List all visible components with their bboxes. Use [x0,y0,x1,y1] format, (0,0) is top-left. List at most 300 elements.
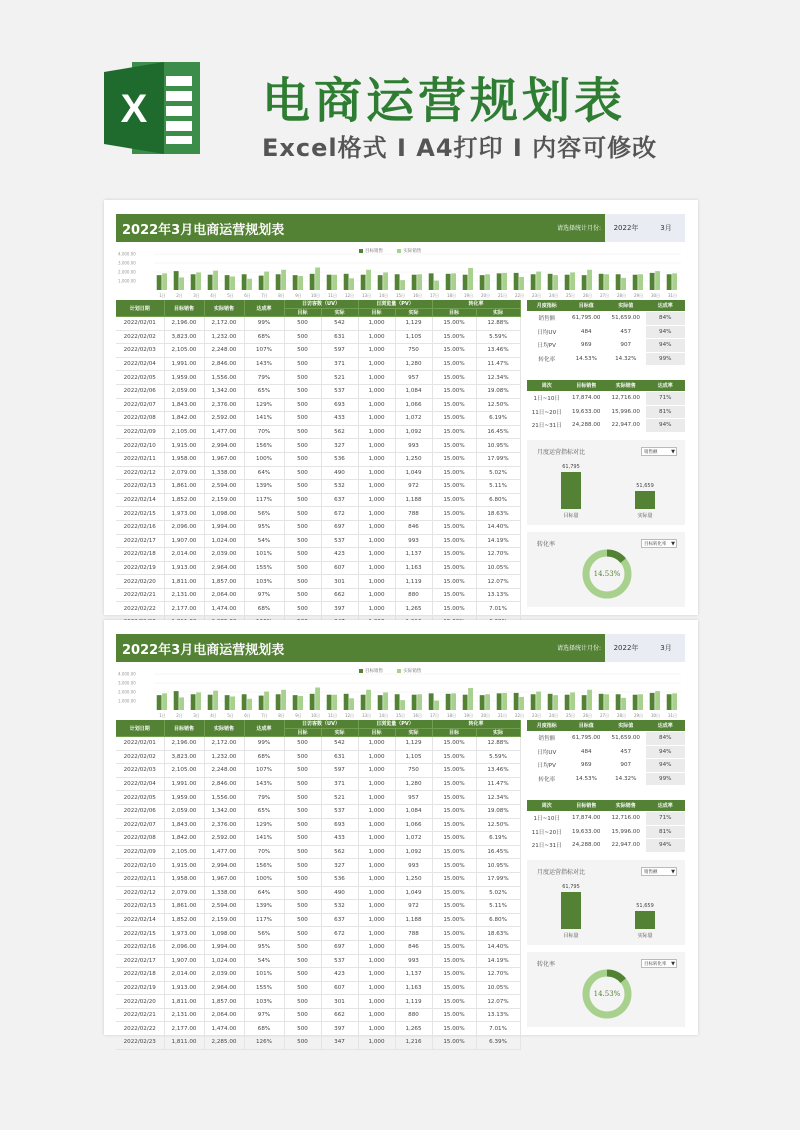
table-cell: 2,196.00 [164,737,204,751]
summary-cell: 21日~31日 [527,839,567,853]
table-cell: 2,846.00 [204,777,244,791]
bar-actual [162,693,167,710]
x-tick-label: 1日 [159,713,166,718]
compare-bar-actual [635,491,655,509]
table-row [116,791,520,805]
table-cell: 1,973.00 [164,927,204,941]
table-cell: 7.01% [476,1022,520,1036]
header-conv-target: 目标 [432,728,476,737]
table-cell: 68% [244,330,284,344]
conversion-dropdown[interactable]: 目标转化率 ▼ [641,539,677,548]
table-cell: 2022/02/15 [116,507,164,521]
bar-actual [468,688,473,710]
table-cell: 500 [284,466,321,480]
table-cell: 500 [284,412,321,426]
table-cell: 1,556.00 [204,371,244,385]
table-cell: 2022/02/05 [116,371,164,385]
table-cell: 2,131.00 [164,1008,204,1022]
bar-target [497,693,502,710]
table-cell: 13.13% [476,588,520,602]
header-uv-target: 目标 [284,728,321,737]
table-cell: 1,000 [358,330,395,344]
compare-chart [527,860,685,945]
table-cell: 993 [395,859,432,873]
table-cell: 1,000 [358,940,395,954]
table-cell: 1,000 [358,344,395,358]
x-tick-label: 15日 [395,713,406,718]
bar-target [344,694,349,710]
table-cell: 2022/02/09 [116,425,164,439]
daily-sales-chart [116,250,685,300]
table-cell: 1,265 [395,602,432,616]
bar-target [378,695,383,710]
table-cell: 500 [284,425,321,439]
table-cell: 15.00% [432,913,476,927]
table-cell: 143% [244,777,284,791]
table-cell: 70% [244,845,284,859]
table-row [116,466,520,480]
table-cell: 637 [321,913,358,927]
bar-actual [570,272,575,290]
table-cell: 562 [321,425,358,439]
x-tick-label: 24日 [548,293,559,298]
table-cell: 1,000 [358,995,395,1009]
table-cell: 2022/02/22 [116,1022,164,1036]
table-cell: 18.63% [476,927,520,941]
table-cell: 1,024.00 [204,534,244,548]
table-cell: 2022/02/20 [116,575,164,589]
table-cell: 15.00% [432,480,476,494]
table-cell: 15.00% [432,317,476,331]
month-select[interactable]: 3月 [647,214,685,242]
x-tick-label: 25日 [565,293,576,298]
table-cell: 500 [284,940,321,954]
table-cell: 500 [284,357,321,371]
table-cell: 1,000 [358,466,395,480]
year-select[interactable]: 2022年 [605,214,647,242]
conversion-dropdown[interactable]: 目标转化率 ▼ [641,959,677,968]
table-cell: 500 [284,859,321,873]
bar-actual [451,693,456,710]
table-cell: 500 [284,750,321,764]
x-tick-label: 21日 [497,293,508,298]
donut-segment [607,553,623,561]
table-cell: 12.70% [476,968,520,982]
table-cell: 1,072 [395,412,432,426]
table-cell: 537 [321,534,358,548]
table-cell: 2022/02/02 [116,330,164,344]
x-tick-label: 12日 [344,293,355,298]
table-cell: 2022/02/18 [116,968,164,982]
summary-header: 周次 [527,800,567,812]
summary-cell: 日均UV [527,745,567,759]
summary-cell: 99% [646,772,686,786]
table-row [116,548,520,562]
table-cell: 1,163 [395,981,432,995]
table-cell: 1,994.00 [204,520,244,534]
chevron-down-icon: ▼ [671,869,675,875]
table-cell: 500 [284,344,321,358]
legend-actual: 实际销售 [403,669,422,674]
table-cell: 1,000 [358,507,395,521]
summary-header: 月度指标 [527,720,567,732]
table-cell: 1,129 [395,737,432,751]
bar-target [514,693,519,710]
table-cell: 542 [321,317,358,331]
table-cell: 10.95% [476,859,520,873]
x-tick-label: 7日 [261,713,268,718]
bar-target [633,275,638,290]
table-cell: 15.00% [432,602,476,616]
x-tick-label: 16日 [412,293,423,298]
table-cell: 1,842.00 [164,412,204,426]
table-row [116,317,520,331]
table-cell: 1,000 [358,804,395,818]
table-cell: 15.00% [432,1022,476,1036]
bar-actual [349,278,354,290]
table-row [116,1036,520,1050]
period-summary-table [527,800,685,853]
table-cell: 1,000 [358,520,395,534]
table-cell: 500 [284,1022,321,1036]
table-cell: 2,131.00 [164,588,204,602]
bar-target [361,275,366,290]
table-cell: 1,959.00 [164,791,204,805]
table-cell: 1,811.00 [164,995,204,1009]
table-cell: 15.00% [432,954,476,968]
bar-actual [400,280,405,290]
table-cell: 1,843.00 [164,818,204,832]
x-tick-label: 14日 [378,713,389,718]
table-cell: 100% [244,452,284,466]
x-tick-label: 15日 [395,293,406,298]
table-row [116,575,520,589]
table-row [116,534,520,548]
bar-actual [196,692,201,710]
y-tick-label: 2,000.00 [118,689,136,695]
table-cell: 19.08% [476,384,520,398]
table-cell: 1,049 [395,466,432,480]
table-cell: 56% [244,927,284,941]
x-tick-label: 26日 [582,713,593,718]
bar-target [225,275,230,290]
table-cell: 100% [244,872,284,886]
table-cell: 2,594.00 [204,480,244,494]
table-cell: 2,105.00 [164,845,204,859]
summary-cell: 51,659.00 [606,312,646,326]
bar-target [548,274,553,290]
table-cell: 397 [321,1022,358,1036]
table-row [116,507,520,521]
bar-target [650,693,655,710]
table-row [116,750,520,764]
table-cell: 1,000 [358,493,395,507]
table-cell: 500 [284,900,321,914]
table-cell: 15.00% [432,791,476,805]
table-cell: 15.00% [432,493,476,507]
table-cell: 1,907.00 [164,534,204,548]
table-cell: 5.59% [476,330,520,344]
x-tick-label: 28日 [616,293,627,298]
table-cell: 500 [284,913,321,927]
table-cell: 12.50% [476,818,520,832]
table-cell: 1,232.00 [204,330,244,344]
bar-target [208,275,213,290]
table-cell: 2022/02/12 [116,886,164,900]
table-cell: 993 [395,534,432,548]
bar-actual [485,274,490,290]
summary-row [527,732,685,746]
month-select[interactable]: 3月 [647,634,685,662]
table-cell: 15.00% [432,548,476,562]
table-cell: 2022/02/07 [116,818,164,832]
compare-panel [527,440,685,525]
table-cell: 500 [284,1008,321,1022]
x-tick-label: 3日 [193,713,200,718]
bar-actual [655,691,660,710]
summary-header: 实际值 [606,720,646,732]
x-tick-label: 29日 [633,713,644,718]
bar-actual [604,694,609,710]
table-cell: 15.00% [432,940,476,954]
table-row [116,995,520,1009]
summary-row [527,772,685,786]
table-cell: 2,196.00 [164,317,204,331]
table-cell: 1,000 [358,602,395,616]
bar-actual [536,272,541,290]
summary-cell: 14.32% [606,352,646,366]
table-cell: 521 [321,791,358,805]
table-cell: 2,105.00 [164,425,204,439]
y-tick-label: 3,000.00 [118,260,136,266]
monthly-summary-table [527,720,685,786]
table-cell: 532 [321,480,358,494]
table-row [116,900,520,914]
table-cell: 2,014.00 [164,548,204,562]
bar-target [616,694,621,710]
table-cell: 693 [321,398,358,412]
daily-plan-table [116,720,521,1050]
table-cell: 15.00% [432,561,476,575]
table-cell: 15.00% [432,534,476,548]
header-date: 计划日期 [116,720,164,737]
x-tick-label: 23日 [531,713,542,718]
bar-target [514,273,519,290]
table-cell: 2022/02/20 [116,995,164,1009]
table-cell: 14.40% [476,520,520,534]
bar-actual [587,270,592,290]
table-cell: 1,958.00 [164,452,204,466]
table-cell: 1,137 [395,968,432,982]
table-cell: 103% [244,575,284,589]
table-cell: 662 [321,1008,358,1022]
table-cell: 1,338.00 [204,886,244,900]
x-tick-label: 11日 [327,293,338,298]
x-tick-label: 28日 [616,713,627,718]
bar-target [565,275,570,290]
year-select[interactable]: 2022年 [605,634,647,662]
table-cell: 15.00% [432,1036,476,1050]
bar-actual [502,273,507,290]
bar-target [395,694,400,710]
table-cell: 371 [321,777,358,791]
header-uv-actual: 实际 [321,728,358,737]
table-cell: 129% [244,818,284,832]
bar-target [429,273,434,290]
table-cell: 500 [284,330,321,344]
compare-dropdown[interactable]: 销售额 ▼ [641,447,677,456]
table-cell: 537 [321,954,358,968]
table-cell: 1,000 [358,384,395,398]
table-cell: 1,000 [358,439,395,453]
header-conv-actual: 实际 [476,728,520,737]
table-row [116,371,520,385]
table-cell: 500 [284,954,321,968]
table-cell: 607 [321,561,358,575]
table-cell: 536 [321,452,358,466]
table-cell: 2022/02/14 [116,913,164,927]
compare-target-label: 目标量 [563,933,579,939]
x-tick-label: 11日 [327,713,338,718]
x-tick-label: 19日 [463,713,474,718]
table-cell: 2,594.00 [204,900,244,914]
table-cell: 15.00% [432,737,476,751]
table-cell: 2022/02/13 [116,900,164,914]
table-cell: 2022/02/11 [116,452,164,466]
bar-target [191,694,196,710]
table-cell: 433 [321,412,358,426]
header-actual-sales: 实际销售 [204,300,244,317]
header-pv-target: 目标 [358,728,395,737]
table-cell: 532 [321,900,358,914]
compare-dropdown[interactable]: 销售额 ▼ [641,867,677,876]
bar-actual [230,697,235,711]
table-cell: 490 [321,886,358,900]
table-cell: 139% [244,900,284,914]
table-cell: 1,000 [358,872,395,886]
daily-sales-chart [116,670,685,720]
chevron-down-icon: ▼ [671,961,675,967]
table-cell: 2,096.00 [164,520,204,534]
header-pv-actual: 实际 [395,308,432,317]
table-cell: 15.00% [432,750,476,764]
summary-cell: 84% [646,732,686,746]
bar-target [531,694,536,710]
table-cell: 972 [395,480,432,494]
summary-cell: 907 [606,339,646,353]
summary-cell: 457 [606,745,646,759]
bar-target [157,695,162,710]
month-select-label: 请选择统计月份: [556,645,601,652]
table-cell: 597 [321,764,358,778]
header-uv-target: 目标 [284,308,321,317]
table-cell: 1,000 [358,371,395,385]
table-cell: 993 [395,954,432,968]
table-cell: 1,000 [358,412,395,426]
table-cell: 1,280 [395,777,432,791]
x-tick-label: 16日 [412,713,423,718]
table-cell: 15.00% [432,968,476,982]
table-cell: 1,137 [395,548,432,562]
table-row [116,452,520,466]
table-cell: 1,338.00 [204,466,244,480]
x-tick-label: 3日 [193,293,200,298]
bar-actual [672,693,677,710]
table-cell: 1,857.00 [204,995,244,1009]
bar-actual [587,690,592,710]
table-cell: 1,098.00 [204,927,244,941]
bar-target [259,696,264,710]
table-cell: 500 [284,588,321,602]
x-tick-label: 13日 [361,293,372,298]
monthly-summary-table [527,300,685,366]
table-cell: 15.00% [432,575,476,589]
x-tick-label: 9日 [295,293,302,298]
page-subtitle: Excel格式 I A4打印 I 内容可修改 [262,134,658,162]
table-cell: 1,280 [395,357,432,371]
summary-header: 目标销售 [567,380,607,392]
legend-target: 目标销售 [365,249,383,254]
table-cell: 1,250 [395,872,432,886]
bar-target [242,274,247,290]
summary-header: 周次 [527,380,567,392]
header-target-sales: 目标销售 [164,300,204,317]
x-tick-label: 27日 [599,293,610,298]
table-cell: 2,177.00 [164,602,204,616]
table-cell: 397 [321,602,358,616]
table-cell: 117% [244,493,284,507]
summary-header: 达成率 [646,720,686,732]
summary-cell: 51,659.00 [606,732,646,746]
table-cell: 500 [284,791,321,805]
table-cell: 15.00% [432,859,476,873]
summary-cell: 15,996.00 [606,825,646,839]
table-cell: 1,092 [395,845,432,859]
table-cell: 2022/02/19 [116,981,164,995]
table-cell: 15.00% [432,872,476,886]
conversion-title: 转化率 [537,541,556,548]
chevron-down-icon: ▼ [671,541,675,547]
summary-cell: 24,288.00 [567,839,607,853]
table-cell: 1,105 [395,330,432,344]
table-cell: 6.80% [476,913,520,927]
summary-cell: 17,874.00 [567,812,607,826]
x-tick-label: 4日 [210,293,217,298]
table-cell: 500 [284,520,321,534]
table-cell: 672 [321,927,358,941]
summary-cell: 19,633.00 [567,405,607,419]
table-cell: 500 [284,777,321,791]
x-tick-label: 25日 [565,713,576,718]
table-cell: 2,059.00 [164,804,204,818]
table-cell: 993 [395,439,432,453]
table-cell: 129% [244,398,284,412]
table-cell: 2022/02/23 [116,1036,164,1050]
table-cell: 12.88% [476,737,520,751]
summary-row [527,812,685,826]
table-row [116,764,520,778]
bar-target [191,274,196,290]
table-row [116,398,520,412]
summary-row [527,419,685,433]
bar-target [395,274,400,290]
bar-actual [366,690,371,710]
bar-actual [213,691,218,710]
bar-target [157,275,162,290]
table-cell: 1,000 [358,317,395,331]
bar-actual [281,690,286,710]
table-cell: 1,861.00 [164,900,204,914]
